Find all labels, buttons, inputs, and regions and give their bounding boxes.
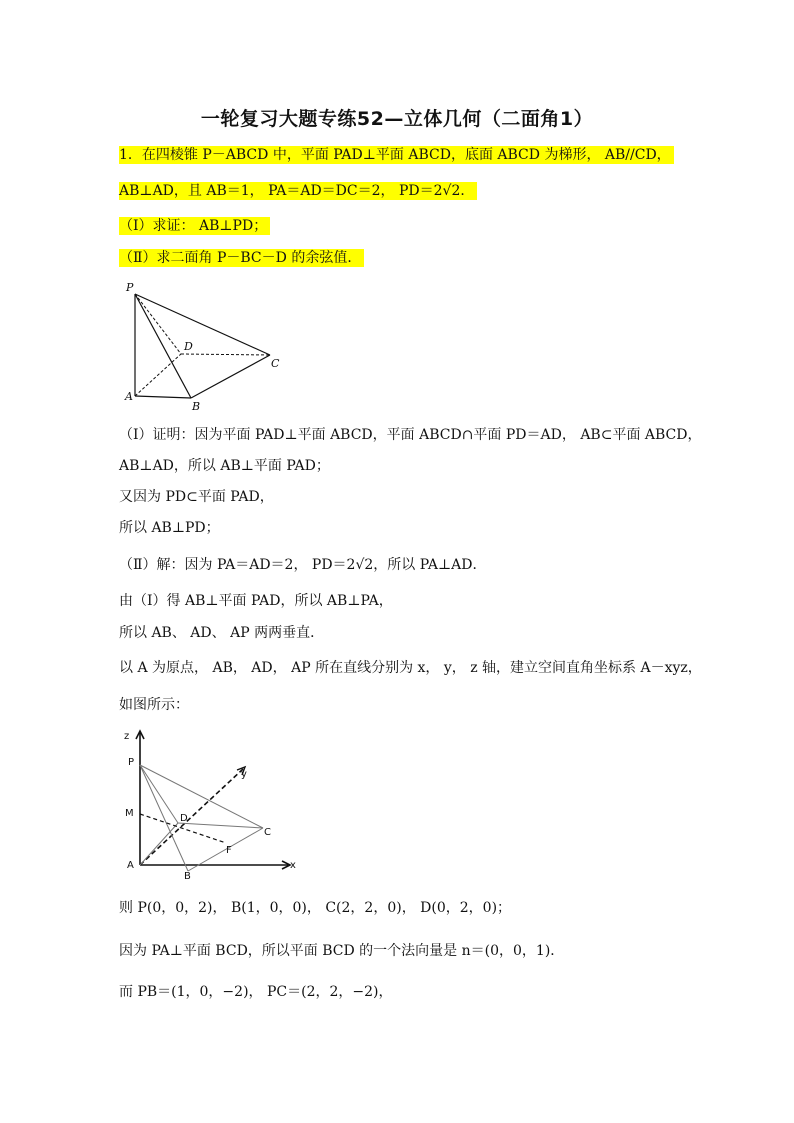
label-D2: D (180, 813, 188, 824)
label-x: x (290, 860, 296, 871)
label-D: D (184, 340, 193, 353)
label-P: P (126, 281, 134, 294)
problem-part-1 (119, 216, 270, 236)
solution-line-10: 则 P(0，0，2)， B(1，0，0)， C(2，2，0)， D(0，2，0)； (119, 900, 512, 916)
page-title: 一轮复习大题专练52—立体几何（二面角1） (200, 108, 594, 130)
label-B: B (192, 400, 201, 413)
problem-text-2: AB⊥AD，且 AB＝1， PA＝AD＝DC＝2， PD＝2√2． (119, 182, 477, 200)
solution-line-7: 所以 AB、 AD、 AP 两两垂直． (119, 625, 325, 641)
solution-line-5: （Ⅱ）解：因为 PA＝AD＝2， PD＝2√2，所以 PA⊥AD． (119, 557, 487, 573)
label-y: y (241, 769, 247, 780)
solution-line-11: 因为 PA⊥平面 BCD，所以平面 BCD 的一个法向量是 n＝(0，0，1)． (119, 943, 565, 959)
solution-line-3: 又因为 PD⊂平面 PAD， (119, 489, 274, 505)
label-B2: B (184, 871, 191, 880)
solution-line-1: （Ⅰ）证明：因为平面 PAD⊥平面 ABCD，平面 ABCD∩平面 PD＝AD， AB⊂平面 ABCD， (119, 427, 702, 443)
problem-text-1: 1．在四棱锥 P－ABCD 中，平面 PAD⊥平面 ABCD，底面 ABCD 为梯形， AB//CD， (119, 146, 674, 164)
coordinate-figure (118, 725, 308, 880)
problem-part-1-text: （Ⅰ）求证： AB⊥PD； (119, 217, 270, 235)
solution-line-2: AB⊥AD，所以 AB⊥平面 PAD； (119, 458, 330, 474)
solution-line-9: 如图所示： (119, 697, 189, 713)
problem-line-1 (119, 145, 674, 165)
solution-line-4: 所以 AB⊥PD； (119, 520, 220, 536)
problem-part-2-text: （Ⅱ）求二面角 P－BC－D 的余弦值． (119, 249, 364, 267)
problem-part-2 (119, 248, 364, 268)
label-M: M (125, 808, 134, 819)
solution-line-8: 以 A 为原点， AB， AD， AP 所在直线分别为 x， y， z 轴，建立空间直角坐标系 A－xyz， (119, 660, 702, 676)
solution-line-6: 由（Ⅰ）得 AB⊥平面 PAD，所以 AB⊥PA， (119, 593, 393, 609)
label-P2: P (128, 757, 135, 768)
label-C: C (271, 357, 280, 370)
label-C2: C (264, 827, 271, 838)
pyramid-figure (120, 278, 290, 413)
label-A2: A (127, 860, 134, 871)
problem-line-2 (119, 181, 477, 201)
solution-line-12: 而 PB＝(1，0，−2)， PC＝(2，2，−2)， (119, 984, 393, 1000)
label-A: A (125, 390, 133, 403)
label-F: F (226, 845, 232, 856)
label-z: z (124, 731, 130, 742)
